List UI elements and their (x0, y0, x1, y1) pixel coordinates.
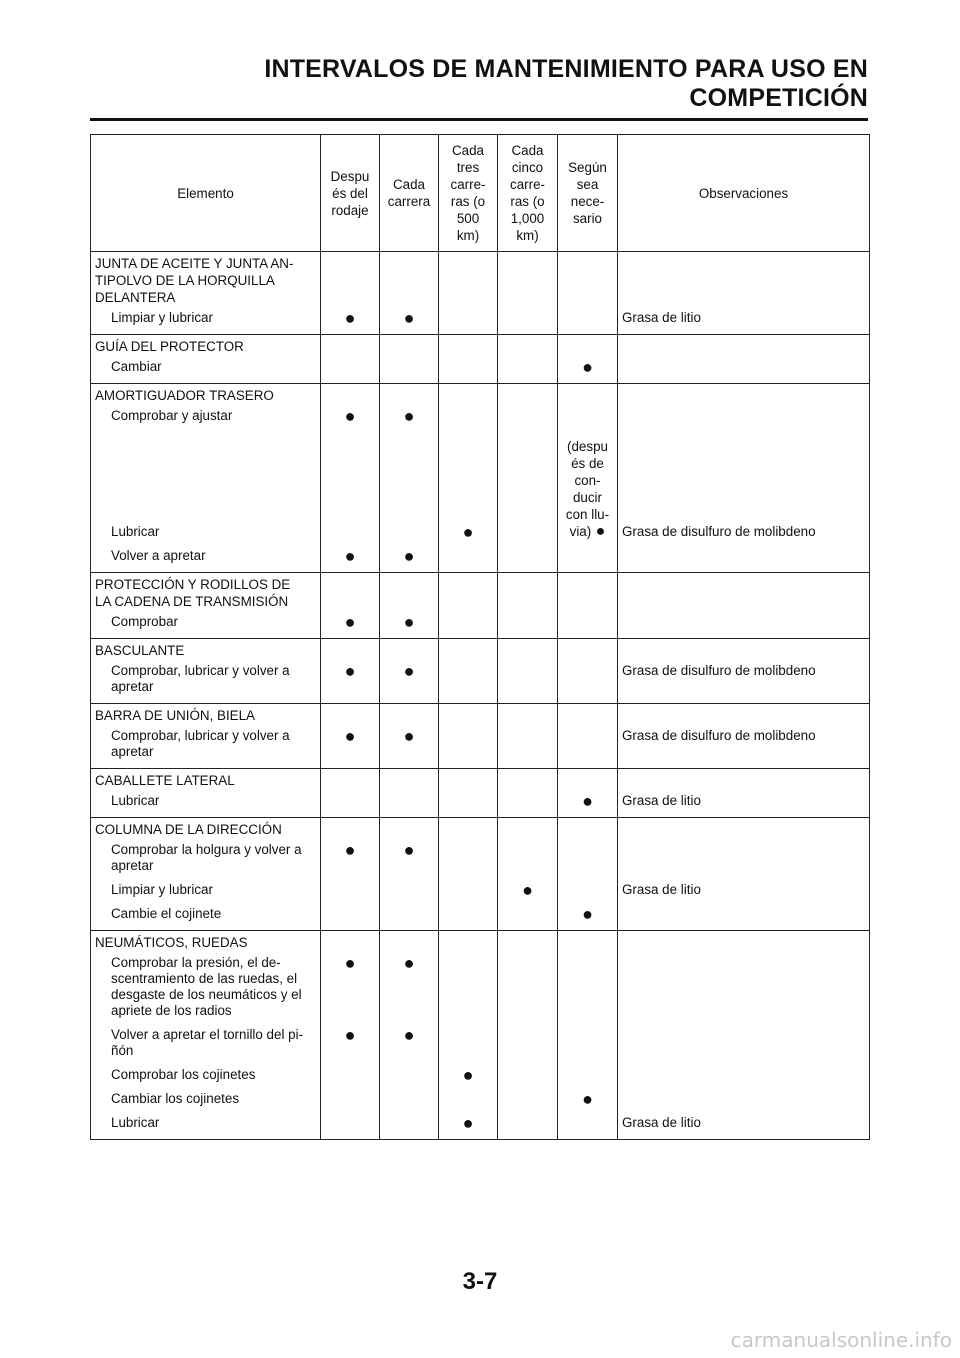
mark-slot (558, 838, 617, 878)
mark-slot (558, 1111, 617, 1135)
title-divider (90, 118, 868, 121)
mark-cell (558, 931, 618, 1140)
mark-cell (558, 639, 618, 704)
mark-cell (380, 335, 439, 384)
mark-slot (498, 878, 557, 902)
observations-cell (618, 639, 870, 704)
mark-slot (558, 306, 617, 330)
mark-slot (498, 306, 557, 330)
mark-slot (498, 544, 557, 568)
bullet-mark: ● (344, 308, 356, 328)
item-label: Comprobar y ajustar (111, 408, 233, 423)
obs-slot (618, 355, 869, 379)
table-row (91, 384, 870, 573)
mark-cell (321, 639, 380, 704)
mark-slot (498, 659, 557, 699)
bullet-mark: ● (344, 1025, 356, 1045)
mark-cell (321, 573, 380, 639)
mark-slot (380, 951, 438, 1023)
item-label-block (91, 838, 320, 878)
mark-cell (380, 769, 439, 818)
bullet-mark: ● (344, 406, 356, 426)
section-title: GUÍA DEL PROTECTOR (95, 339, 244, 354)
mark-slot (321, 951, 379, 1023)
mark-slot (439, 838, 497, 878)
mark-slot (439, 1063, 497, 1087)
item-label-block (91, 1087, 320, 1111)
mark-slot (439, 1087, 497, 1111)
mark-slot (439, 428, 497, 544)
mark-cell (558, 769, 618, 818)
mark-slot (321, 404, 379, 428)
section-title: BASCULANTE (95, 643, 185, 658)
bullet-mark: ● (403, 1025, 415, 1045)
mark-slot (321, 1023, 379, 1063)
observations-cell (618, 335, 870, 384)
bullet-mark: ● (344, 840, 356, 860)
mark-slot (321, 724, 379, 764)
bullet-mark: ● (591, 523, 606, 540)
mark-slot (380, 428, 438, 544)
item-label: Comprobar los cojinetes (111, 1067, 256, 1082)
mark-cell (321, 335, 380, 384)
bullet-mark: ● (522, 880, 533, 900)
bullet-mark: ● (344, 726, 356, 746)
watermark: carmanualsonline.info (730, 1328, 952, 1352)
mark-slot (380, 404, 438, 428)
mark-cell (439, 704, 498, 769)
mark-slot (498, 902, 557, 926)
mark-slot (380, 878, 438, 902)
item-label-block (91, 951, 320, 1023)
table-row (91, 573, 870, 639)
mark-cell (321, 769, 380, 818)
table-row (91, 639, 870, 704)
element-cell (91, 252, 321, 335)
item-label: Lubricar (111, 793, 160, 808)
mark-slot (380, 355, 438, 379)
mark-cell (498, 384, 558, 573)
section-title: AMORTIGUADOR TRASERO (95, 388, 274, 403)
mark-slot (321, 1111, 379, 1135)
mark-slot (380, 1087, 438, 1111)
mark-slot (380, 1111, 438, 1135)
mark-slot (439, 724, 497, 764)
mark-slot (498, 951, 557, 1023)
column-header-element: Elemento (91, 135, 321, 252)
column-header-as-needed: Según sea nece- sario (558, 135, 618, 252)
observation-text: Grasa de disulfuro de molibdeno (622, 728, 816, 743)
mark-slot (558, 789, 617, 813)
mark-slot (558, 404, 617, 428)
bullet-mark: ● (344, 546, 356, 566)
mark-cell (380, 931, 439, 1140)
mark-cell (558, 818, 618, 931)
mark-slot (439, 789, 497, 813)
item-label: Limpiar y lubricar (111, 310, 213, 325)
mark-slot (439, 355, 497, 379)
obs-slot (618, 544, 869, 568)
mark-slot (498, 724, 557, 764)
mark-cell (498, 335, 558, 384)
section-title: BARRA DE UNIÓN, BIELA (95, 708, 255, 723)
mark-slot (380, 544, 438, 568)
item-label: Cambie el cojinete (111, 906, 222, 921)
item-label-block (91, 1063, 320, 1087)
mark-slot (380, 610, 438, 634)
table-row (91, 818, 870, 931)
mark-cell (558, 704, 618, 769)
item-label-block (91, 724, 320, 764)
title-line-1: INTERVALOS DE MANTENIMIENTO PARA USO EN (264, 55, 868, 83)
mark-slot (558, 610, 617, 634)
table-row (91, 252, 870, 335)
mark-slot (498, 355, 557, 379)
item-label-block (91, 1111, 320, 1135)
mark-slot (558, 428, 617, 544)
maintenance-table (90, 134, 870, 1140)
mark-slot (498, 610, 557, 634)
mark-cell (380, 384, 439, 573)
observation-text: Grasa de litio (622, 882, 701, 897)
obs-slot (618, 610, 869, 634)
obs-slot (618, 428, 869, 544)
column-header-every-5-races: Cada cinco carre- ras (o 1,000 km) (498, 135, 558, 252)
frequency-note: (despu és de con- ducir con llu- via) ● (565, 439, 610, 540)
obs-slot (618, 404, 869, 428)
mark-cell (498, 818, 558, 931)
bullet-mark: ● (403, 308, 415, 328)
section-title: JUNTA DE ACEITE Y JUNTA AN- TIPOLVO DE LA HORQUILLA DELANTERA (95, 256, 294, 305)
mark-cell (321, 252, 380, 335)
bullet-mark: ● (403, 406, 415, 426)
item-label: Comprobar la holgura y volver a apretar (111, 842, 302, 873)
mark-slot (439, 1111, 497, 1135)
mark-cell (321, 818, 380, 931)
obs-slot (618, 1063, 869, 1087)
element-cell (91, 769, 321, 818)
mark-slot (439, 951, 497, 1023)
mark-cell (498, 931, 558, 1140)
table-row (91, 769, 870, 818)
mark-slot (498, 1063, 557, 1087)
item-label-block (91, 878, 320, 902)
item-label: Cambiar los cojinetes (111, 1091, 240, 1106)
observations-cell (618, 252, 870, 335)
obs-slot (618, 789, 869, 813)
bullet-mark: ● (582, 357, 593, 377)
mark-cell (498, 639, 558, 704)
item-label: Lubricar (111, 524, 160, 539)
mark-slot (498, 789, 557, 813)
mark-slot (558, 1087, 617, 1111)
mark-cell (380, 639, 439, 704)
mark-slot (498, 1087, 557, 1111)
column-header-after-breakin: Despu és del rodaje (321, 135, 380, 252)
mark-cell (439, 818, 498, 931)
mark-slot (321, 1063, 379, 1087)
mark-slot (558, 659, 617, 699)
mark-slot (558, 902, 617, 926)
element-cell (91, 335, 321, 384)
mark-slot (439, 404, 497, 428)
mark-slot (321, 838, 379, 878)
mark-slot (439, 544, 497, 568)
element-cell (91, 573, 321, 639)
item-label: Comprobar, lubricar y volver a apretar (111, 663, 290, 694)
item-label: Volver a apretar el tornillo del pi- ñón (111, 1027, 304, 1058)
item-label-block (91, 355, 320, 379)
mark-slot (558, 544, 617, 568)
item-label-block (91, 544, 320, 568)
page-title (90, 55, 868, 113)
mark-cell (439, 335, 498, 384)
bullet-mark: ● (344, 953, 356, 973)
observations-cell (618, 769, 870, 818)
section-title: CABALLETE LATERAL (95, 773, 235, 788)
bullet-mark: ● (344, 612, 356, 632)
obs-slot (618, 902, 869, 926)
obs-slot (618, 1087, 869, 1111)
item-label: Comprobar la presión, el de- scentramiento de las ruedas, el desgaste de los neumáticos y el apriete de los radios (111, 955, 302, 1018)
mark-slot (558, 1063, 617, 1087)
mark-slot (439, 1023, 497, 1063)
item-label-block (91, 659, 320, 699)
item-label-block (91, 428, 320, 544)
item-label: Lubricar (111, 1115, 160, 1130)
page-number: 3-7 (462, 1268, 498, 1295)
mark-cell (321, 704, 380, 769)
observations-cell (618, 818, 870, 931)
mark-slot (321, 355, 379, 379)
item-label-block (91, 789, 320, 813)
mark-slot (321, 306, 379, 330)
bullet-mark: ● (403, 546, 415, 566)
item-label: Comprobar (111, 614, 178, 629)
item-label-block (91, 404, 320, 428)
bullet-mark: ● (344, 661, 356, 681)
mark-slot (498, 838, 557, 878)
bullet-mark: ● (582, 1089, 593, 1109)
observations-cell (618, 573, 870, 639)
table-header-row (91, 135, 870, 252)
mark-cell (558, 573, 618, 639)
mark-cell (558, 335, 618, 384)
column-header-observations: Observaciones (618, 135, 870, 252)
observation-text: Grasa de litio (622, 793, 701, 808)
mark-slot (380, 902, 438, 926)
section-title: NEUMÁTICOS, RUEDAS (95, 935, 248, 950)
mark-slot (321, 544, 379, 568)
bullet-mark: ● (403, 612, 415, 632)
mark-slot (321, 878, 379, 902)
mark-cell (439, 931, 498, 1140)
mark-cell (498, 573, 558, 639)
observations-cell (618, 384, 870, 573)
mark-slot (380, 789, 438, 813)
mark-slot (558, 724, 617, 764)
obs-slot (618, 306, 869, 330)
mark-slot (321, 1087, 379, 1111)
element-cell (91, 931, 321, 1140)
mark-slot (558, 878, 617, 902)
mark-slot (498, 404, 557, 428)
mark-slot (558, 1023, 617, 1063)
mark-cell (498, 252, 558, 335)
mark-slot (439, 659, 497, 699)
mark-cell (439, 573, 498, 639)
mark-cell (558, 252, 618, 335)
mark-slot (321, 610, 379, 634)
obs-slot (618, 951, 869, 1023)
observation-text: Grasa de litio (622, 310, 701, 325)
bullet-mark: ● (403, 661, 415, 681)
mark-cell (558, 384, 618, 573)
mark-cell (439, 769, 498, 818)
mark-cell (380, 818, 439, 931)
mark-slot (321, 902, 379, 926)
observations-cell (618, 704, 870, 769)
mark-cell (380, 252, 439, 335)
mark-slot (439, 878, 497, 902)
mark-slot (380, 1063, 438, 1087)
mark-slot (558, 355, 617, 379)
mark-cell (439, 384, 498, 573)
mark-slot (439, 902, 497, 926)
mark-cell (380, 704, 439, 769)
obs-slot (618, 1023, 869, 1063)
observations-cell (618, 931, 870, 1140)
mark-cell (498, 769, 558, 818)
table-row (91, 335, 870, 384)
mark-slot (380, 659, 438, 699)
item-label-block (91, 610, 320, 634)
mark-cell (439, 252, 498, 335)
bullet-mark: ● (462, 1065, 474, 1085)
element-cell (91, 818, 321, 931)
bullet-mark: ● (403, 953, 415, 973)
mark-slot (321, 428, 379, 544)
obs-slot (618, 724, 869, 764)
observation-text: Grasa de disulfuro de molibdeno (622, 663, 816, 678)
title-line-2: COMPETICIÓN (689, 84, 868, 112)
mark-slot (380, 1023, 438, 1063)
section-title: PROTECCIÓN Y RODILLOS DE LA CADENA DE TRANSMISIÓN (95, 577, 291, 609)
observation-text: Grasa de disulfuro de molibdeno (622, 524, 816, 539)
item-label-block (91, 902, 320, 926)
item-label-block (91, 306, 320, 330)
mark-slot (380, 838, 438, 878)
obs-slot (618, 838, 869, 878)
mark-slot (380, 306, 438, 330)
mark-slot (498, 1023, 557, 1063)
observation-text: Grasa de litio (622, 1115, 701, 1130)
obs-slot (618, 878, 869, 902)
obs-slot (618, 1111, 869, 1135)
section-title: COLUMNA DE LA DIRECCIÓN (95, 822, 282, 837)
element-cell (91, 384, 321, 573)
obs-slot (618, 659, 869, 699)
bullet-mark: ● (462, 522, 474, 542)
item-label: Comprobar, lubricar y volver a apretar (111, 728, 290, 759)
bullet-mark: ● (462, 1113, 474, 1133)
bullet-mark: ● (403, 726, 415, 746)
mark-slot (439, 306, 497, 330)
bullet-mark: ● (403, 840, 415, 860)
mark-slot (321, 789, 379, 813)
mark-slot (321, 659, 379, 699)
mark-cell (498, 704, 558, 769)
mark-cell (380, 573, 439, 639)
mark-cell (321, 384, 380, 573)
element-cell (91, 704, 321, 769)
column-header-every-3-races: Cada tres carre- ras (o 500 km) (439, 135, 498, 252)
item-label: Volver a apretar (111, 548, 206, 563)
mark-cell (321, 931, 380, 1140)
table-row (91, 704, 870, 769)
bullet-mark: ● (582, 791, 593, 811)
bullet-mark: ● (582, 904, 593, 924)
item-label: Cambiar (111, 359, 162, 374)
table-row (91, 931, 870, 1140)
mark-slot (380, 724, 438, 764)
mark-slot (498, 428, 557, 544)
mark-slot (439, 610, 497, 634)
mark-cell (439, 639, 498, 704)
item-label: Limpiar y lubricar (111, 882, 213, 897)
item-label-block (91, 1023, 320, 1063)
mark-slot (558, 951, 617, 1023)
element-cell (91, 639, 321, 704)
column-header-every-race: Cada carrera (380, 135, 439, 252)
mark-slot (498, 1111, 557, 1135)
